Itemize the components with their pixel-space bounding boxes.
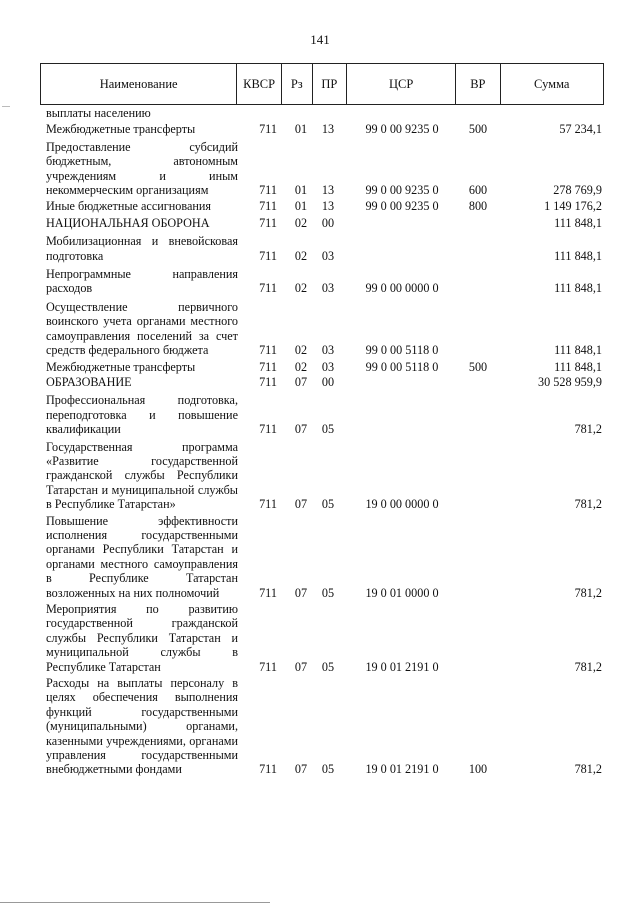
- row-pr: 00: [321, 374, 335, 389]
- page-number: 141: [310, 32, 330, 47]
- row-csr: 99 0 00 5118 0: [365, 359, 439, 374]
- row-rz: 02: [294, 248, 308, 263]
- row-sum: 781,2: [574, 762, 602, 777]
- header-csr: ЦСР: [347, 64, 456, 105]
- row-pr: 03: [321, 248, 335, 263]
- row-csr: 19 0 01 2191 0: [365, 762, 439, 777]
- row-rz: 07: [294, 374, 308, 389]
- row-pr: 03: [321, 359, 335, 374]
- row-name: Повышение эффективности исполнения государственными органами Республики Татарстан и органами местного самоуправления в Республике Татарстан возложенных на них полномочий: [46, 513, 238, 600]
- row-rz: 07: [294, 659, 308, 674]
- row-csr: 19 0 01 2191 0: [365, 659, 439, 674]
- row-pr: 05: [321, 422, 335, 437]
- row-rz: 02: [294, 281, 308, 296]
- table-row: [46, 216, 606, 230]
- row-csr: 99 0 00 0000 0: [365, 281, 439, 296]
- row-name: Иные бюджетные ассигнования: [46, 199, 212, 214]
- table-row: [46, 300, 606, 358]
- table-row: [46, 267, 606, 296]
- row-name: Осуществление первичного воинского учета органами местного самоуправления поселений за счет средств федерального бюджета: [46, 299, 238, 358]
- row-pr: 05: [321, 659, 335, 674]
- row-name: выплаты населению: [46, 106, 151, 120]
- row-pr: 13: [321, 199, 335, 214]
- row-csr: 99 0 00 9235 0: [365, 122, 439, 137]
- row-kvsr: 711: [259, 199, 277, 214]
- row-csr: 99 0 00 5118 0: [365, 343, 439, 358]
- row-kvsr: 711: [259, 215, 277, 230]
- row-sum: 278 769,9: [553, 183, 602, 198]
- table-header: [40, 63, 604, 105]
- row-rz: 02: [294, 215, 308, 230]
- row-name: Профессиональная подготовка, переподготовка и повышение квалификации: [46, 393, 238, 437]
- margin-mark: [2, 106, 10, 107]
- row-pr: 05: [321, 497, 335, 512]
- row-name: Предоставление субсидий бюджетным, автономным учреждениям и иным некоммерческим организациям: [46, 139, 238, 198]
- row-kvsr: 711: [259, 762, 277, 777]
- row-kvsr: 711: [259, 183, 277, 198]
- row-name: Межбюджетные трансферты: [46, 122, 196, 137]
- table-row: [46, 602, 606, 674]
- row-kvsr: 711: [259, 248, 277, 263]
- row-kvsr: 711: [259, 281, 277, 296]
- row-kvsr: 711: [259, 497, 277, 512]
- row-sum: 1 149 176,2: [544, 199, 602, 214]
- row-kvsr: 711: [259, 122, 277, 137]
- row-rz: 07: [294, 585, 308, 600]
- row-pr: 05: [321, 762, 335, 777]
- row-name: Межбюджетные трансферты: [46, 359, 196, 374]
- row-csr: 19 0 01 0000 0: [365, 585, 439, 600]
- row-sum: 111 848,1: [554, 281, 602, 296]
- row-rz: 02: [294, 343, 308, 358]
- row-sum: 781,2: [574, 659, 602, 674]
- row-csr: 99 0 00 9235 0: [365, 199, 439, 214]
- row-csr: 99 0 00 9235 0: [365, 183, 439, 198]
- row-name: Мероприятия по развитию государственной гражданской службы Республики Татарстан и муниципальной службы в Республике Татарстан: [46, 602, 238, 674]
- table-row: [46, 140, 606, 198]
- row-kvsr: 711: [259, 585, 277, 600]
- row-pr: 05: [321, 585, 335, 600]
- row-vr: 500: [468, 359, 488, 374]
- row-rz: 07: [294, 422, 308, 437]
- row-kvsr: 711: [259, 359, 277, 374]
- row-vr: 500: [468, 122, 488, 137]
- table-row: [46, 199, 606, 213]
- row-sum: 111 848,1: [554, 359, 602, 374]
- row-vr: 800: [468, 199, 488, 214]
- row-vr: 100: [468, 762, 488, 777]
- row-kvsr: 711: [259, 422, 277, 437]
- row-pr: 00: [321, 215, 335, 230]
- table-row: [46, 122, 606, 136]
- table-row: [46, 234, 606, 263]
- row-name: Государственная программа «Развитие государственной гражданской службы Республики Татарстан и муниципальной службы в Республике Татарстан»: [46, 439, 238, 512]
- row-kvsr: 711: [259, 343, 277, 358]
- row-sum: 30 528 959,9: [538, 374, 602, 389]
- footer-rule: [0, 902, 270, 903]
- row-sum: 111 848,1: [554, 343, 602, 358]
- row-rz: 07: [294, 762, 308, 777]
- header-sum: Сумма: [500, 64, 603, 105]
- table-row: [46, 440, 606, 512]
- row-name: НАЦИОНАЛЬНАЯ ОБОРОНА: [46, 215, 210, 230]
- row-sum: 111 848,1: [554, 215, 602, 230]
- row-kvsr: 711: [259, 374, 277, 389]
- row-name: Расходы на выплаты персоналу в целях обеспечения выполнения функций государственными (муниципальными) органами, казенными учреждениями, органами управления государственными внебюджетными фондами: [46, 676, 238, 777]
- table-row: [46, 360, 606, 374]
- row-kvsr: 711: [259, 659, 277, 674]
- table-body: [46, 106, 606, 777]
- row-rz: 01: [294, 122, 308, 137]
- row-rz: 07: [294, 497, 308, 512]
- row-pr: 03: [321, 281, 335, 296]
- header-name: Наименование: [41, 64, 237, 105]
- header-pr: ПР: [312, 64, 347, 105]
- header-vr: ВР: [456, 64, 500, 105]
- table-row: [46, 514, 606, 600]
- row-pr: 13: [321, 183, 335, 198]
- row-name: Непрограммные направления расходов: [46, 267, 238, 296]
- table-row: [46, 676, 606, 777]
- table-row: [46, 106, 606, 120]
- row-sum: 781,2: [574, 585, 602, 600]
- row-pr: 03: [321, 343, 335, 358]
- row-sum: 57 234,1: [559, 122, 602, 137]
- row-vr: 600: [468, 183, 488, 198]
- table-row: [46, 393, 606, 436]
- row-pr: 13: [321, 122, 335, 137]
- table-row: [46, 375, 606, 389]
- row-sum: 781,2: [574, 497, 602, 512]
- header-kvsr: КВСР: [237, 64, 282, 105]
- row-name: Мобилизационная и вневойсковая подготовка: [46, 234, 238, 263]
- row-sum: 111 848,1: [554, 248, 602, 263]
- header-rz: Рз: [281, 64, 312, 105]
- row-rz: 02: [294, 359, 308, 374]
- row-rz: 01: [294, 199, 308, 214]
- row-csr: 19 0 00 0000 0: [365, 497, 439, 512]
- row-sum: 781,2: [574, 422, 602, 437]
- row-rz: 01: [294, 183, 308, 198]
- row-name: ОБРАЗОВАНИЕ: [46, 374, 132, 389]
